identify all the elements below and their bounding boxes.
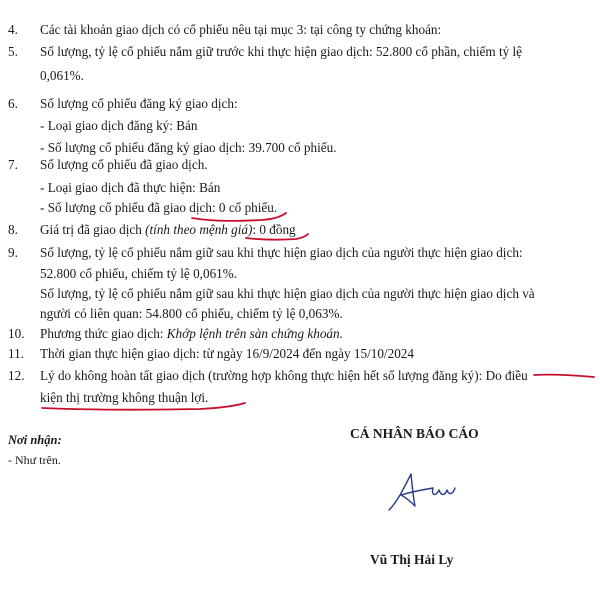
signature-image	[385, 468, 465, 514]
item-7-sub-type: - Loại giao dịch đã thực hiện: Bán	[40, 180, 221, 195]
item-10-label: Phương thức giao dịch:	[40, 326, 167, 341]
item-6-number: 6.	[8, 96, 18, 111]
item-8-label: Giá trị đã giao dịch	[40, 222, 146, 237]
item-7-number: 7.	[8, 157, 18, 172]
item-4-number: 4.	[8, 22, 18, 37]
item-10-number: 10.	[8, 326, 25, 341]
item-12-text: Lý do không hoàn tất giao dịch (trường hợp không thực hiện hết số lượng đăng ký): Do điều	[40, 368, 528, 383]
item-9-text: Số lượng, tỷ lệ cổ phiếu nắm giữ sau khi thực hiện giao dịch của người thực hiện giao dịch:	[40, 245, 523, 260]
item-10-text	[40, 326, 343, 342]
item-8-note: (tính theo mệnh giá)	[145, 222, 253, 237]
item-5-text: Số lượng, tỷ lệ cổ phiếu nắm giữ trước khi thực hiện giao dịch: 52.800 cổ phần, chiếm tỷ lệ	[40, 44, 523, 59]
red-underline-annotation	[532, 372, 596, 382]
item-12-continuation: kiện thị trường không thuận lợi.	[40, 390, 209, 405]
item-6-sub-type: - Loại giao dịch đăng ký: Bán	[40, 118, 198, 133]
item-5-continuation: 0,061%.	[40, 68, 84, 83]
item-9-continuation-1: 52.800 cổ phiếu, chiếm tỷ lệ 0,061%.	[40, 266, 238, 281]
item-12-number: 12.	[8, 368, 25, 383]
item-9-continuation-3: người có liên quan: 54.800 cổ phiếu, chiếm tỷ lệ 0,063%.	[40, 306, 343, 321]
item-7-sub-quantity: - Số lượng cổ phiếu đã giao dịch: 0 cổ phiếu.	[40, 200, 278, 215]
item-11-number: 11.	[8, 346, 24, 361]
item-11-text: Thời gian thực hiện giao dịch: từ ngày 16/9/2024 đến ngày 15/10/2024	[40, 346, 414, 361]
item-6-sub-quantity: - Số lượng cổ phiếu đăng ký giao dịch: 39.700 cổ phiếu.	[40, 140, 337, 155]
red-underline-annotation	[190, 212, 290, 224]
item-6-text: Số lượng cổ phiếu đăng ký giao dịch:	[40, 96, 238, 111]
signer-title: CÁ NHÂN BÁO CÁO	[350, 426, 479, 441]
item-8-number: 8.	[8, 222, 18, 237]
item-9-continuation-2: Số lượng, tỷ lệ cổ phiếu nắm giữ sau khi thực hiện giao dịch của người thực hiện giao dịch và	[40, 286, 535, 301]
recipients-label: Nơi nhận:	[8, 433, 62, 447]
red-underline-annotation	[244, 233, 310, 243]
recipients-item: - Như trên.	[8, 453, 61, 467]
item-5-number: 5.	[8, 44, 18, 59]
red-underline-annotation	[40, 400, 250, 414]
item-9-number: 9.	[8, 245, 18, 260]
item-4-text: Các tài khoản giao dịch có cổ phiếu nêu tại mục 3: tại công ty chứng khoán:	[40, 22, 442, 37]
item-10-value: Khớp lệnh trên sàn chứng khoán.	[166, 326, 343, 341]
item-8-value: : 0 đồng	[252, 222, 296, 237]
signer-name: Vũ Thị Hải Ly	[370, 552, 454, 567]
item-7-text: Số lượng cổ phiếu đã giao dịch.	[40, 157, 208, 172]
